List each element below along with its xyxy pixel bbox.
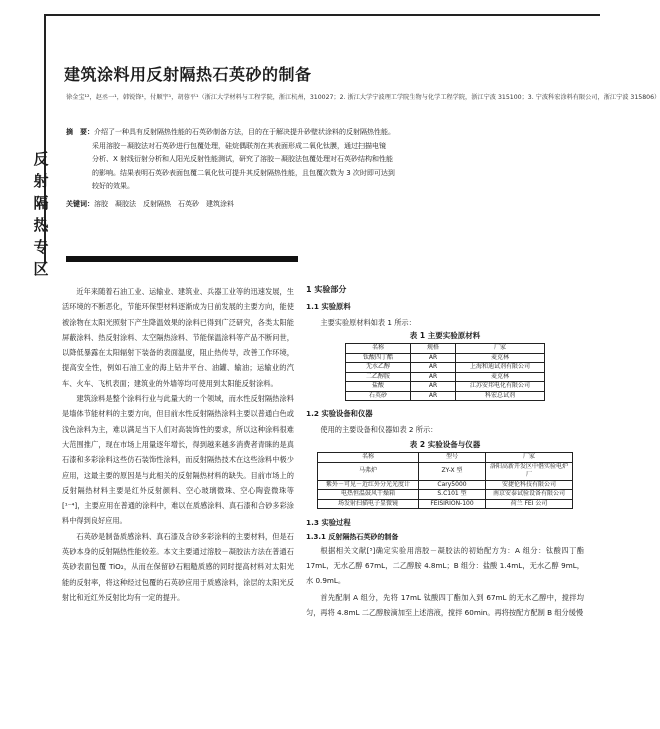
table-cell: Cary5000 xyxy=(419,480,486,490)
vertical-char: 专 xyxy=(33,238,49,256)
table-cell: 电热恒温鼓风干燥箱 xyxy=(318,490,419,500)
vertical-char: 反 xyxy=(33,150,49,168)
table-cell: 江苏安邦电化有限公司 xyxy=(456,382,545,392)
table-cell: AR xyxy=(411,391,456,401)
table-cell: 安捷伦科技有限公司 xyxy=(486,480,573,490)
author-affiliations: 徐金宝¹²，赵丞一¹，韩锐锋¹，付顺宇¹，胡蓉平¹（浙江大学材料与工程学院，浙江杭州，310027；2. 浙江大学宁波理工学院生物与化学工程学院，浙江宁波 315100；3. 宁波科宏涂料有限公司，浙江宁波 315806） xyxy=(66,94,660,101)
materials-table xyxy=(345,343,545,401)
vertical-char: 隔 xyxy=(33,194,49,212)
intro-paragraph-1: 近年来随着石油工业、运输业、建筑业、兵器工业等的迅速发展，生活环境的不断恶化，节能环保型材料逐渐成为日前发展的主要方向，能使被涂物在太阳光照射下产生降温效果的涂料已得到广泛研究，各类太阳能屏蔽涂料、热反射涂料、太空隔热涂料、节能保温涂料等产品不断问世，以降低暴露在太阳辐射下装备的表面温度，阻止热传导，改善工作环境，提高安全性，例如石油工业的海上钻井平台、油罐、输油；运输业的汽车、火车、飞机表面；建筑业的外墙等均可使用到太阳能反射涂料。 xyxy=(62,287,294,388)
vertical-char: 射 xyxy=(33,172,49,190)
abstract-line: 分析、X 射线衍射分析和人阳光反射性能测试，研究了溶胶－凝胶法包覆处理对石英砂结构和性能 xyxy=(92,155,394,164)
vertical-section-title xyxy=(30,148,52,280)
table-cell: 石英砂 xyxy=(346,391,411,401)
section-divider-bar xyxy=(66,256,298,262)
table-cell: ZY-X 型 xyxy=(419,462,486,480)
table-header-cell: 名称 xyxy=(346,344,411,354)
table-cell: 上海和迪试剂有限公司 xyxy=(456,363,545,373)
table-header-cell: 厂家 xyxy=(486,453,573,463)
table-cell: FEISIRION-100 xyxy=(419,499,486,509)
table-header-cell: 规格 xyxy=(411,344,456,354)
table-cell: AR xyxy=(411,353,456,363)
process-paragraph-2: 首先配制 A 组分，先将 17mL 钛酸四丁酯加入到 67mL 的无水乙醇中，搅拌均匀，再将 4.8mL 二乙醇胺滴加至上述溶液，搅拌 60min。再将按配方配制 B 组分缓慢 xyxy=(306,593,584,617)
table-row xyxy=(318,462,573,480)
keywords-label: 关键词： xyxy=(66,200,94,208)
subsection-heading-equipment: 1.2 实验设备和仪器 xyxy=(306,409,373,418)
table-header-cell: 型号 xyxy=(419,453,486,463)
table-cell: AR xyxy=(411,382,456,392)
table-cell: 紫外－可见－近红外分光光度计 xyxy=(318,480,419,490)
table-cell: S.C101 型 xyxy=(419,490,486,500)
table2-caption: 表 2 实验设备与仪器 xyxy=(409,440,481,449)
intro-paragraph-2: 建筑涂料是整个涂料行业与此量大的一个领域，而水性反射隔热涂料是墙体节能材料的主要方向，但目前水性反射隔热涂料主要以普通白色或浅色涂料为主，难以满足当下人们对高装饰性的要求，所以这种涂料很难大范围推广，现在市场上用量逐年增长，得到越来越多消费者青睐的是真石漆和多彩涂料这些仿石装饰性涂料，而反射隔热技术在这些涂料中极少应用，这最主要的原因是与此相关的反射隔热材料的缺失。目前市场上的反射隔热材料主要是红外反射颜料、空心玻璃微珠、空心陶瓷微珠等[¹⁻⁴]，主要应用在普通的涂料中，难以在质感涂料、真石漆和合砂多彩涂料中得到良好应用。 xyxy=(62,394,294,526)
table-cell: 无水乙醇 xyxy=(346,363,411,373)
subsection-heading-process: 1.3 实验过程 xyxy=(306,518,351,527)
table-row xyxy=(346,363,545,373)
table-cell: AR xyxy=(411,372,456,382)
table-cell: 二乙醇胺 xyxy=(346,372,411,382)
table-cell: 南京安泰试验设备有限公司 xyxy=(486,490,573,500)
keywords xyxy=(66,199,566,209)
table-cell: 场发射扫描电子显微镜 xyxy=(318,499,419,509)
table-row xyxy=(346,391,545,401)
abstract-line: 的影响。结果表明石英砂表面包覆二氧化钛可提升其反射隔热性能，且包覆次数为 3 次时即可达到 xyxy=(92,168,395,177)
abstract xyxy=(66,126,548,194)
subsection-heading-materials: 1.1 实验原料 xyxy=(306,302,351,311)
table1-caption: 表 1 主要实验原材料 xyxy=(409,331,481,340)
equipment-intro: 使用的主要设备和仪器如表 2 所示： xyxy=(320,425,438,434)
table-header-cell: 厂家 xyxy=(456,344,545,354)
right-column xyxy=(306,284,584,620)
table-header-row xyxy=(318,453,573,463)
vertical-char: 热 xyxy=(33,216,49,234)
abstract-line: 较好的效果。 xyxy=(92,182,134,191)
abstract-label: 摘 要： xyxy=(66,128,94,136)
table-row xyxy=(346,372,545,382)
table-cell: 钛酸四丁酯 xyxy=(346,353,411,363)
process-paragraph-1: 根据相关文献[⁵]确定实验用溶胶－凝胶法的初始配方为：A 组分：钛酸四丁酯 17mL，无水乙醇 67mL，二乙醇胺 4.8mL；B 组分：盐酸 1.4mL，无水乙醇 9mL，水 0.9mL。 xyxy=(306,546,584,585)
table-cell: 科宏总试剂 xyxy=(456,391,545,401)
section-heading-experiment: 1 实验部分 xyxy=(306,285,347,294)
table-row xyxy=(346,353,545,363)
materials-intro: 主要实验原材料如表 1 所示： xyxy=(320,318,416,327)
equipment-table xyxy=(317,452,573,509)
subsubsection-heading-preparation: 1.3.1 反射隔热石英砂的制备 xyxy=(306,533,399,541)
table-cell: 马弗炉 xyxy=(318,462,419,480)
table-row xyxy=(346,382,545,392)
table-cell: 麦克林 xyxy=(456,372,545,382)
vertical-char: 区 xyxy=(33,260,49,278)
table-header-row xyxy=(346,344,545,354)
table-header-cell: 名称 xyxy=(318,453,419,463)
article-title: 建筑涂料用反射隔热石英砂的制备 xyxy=(64,65,312,84)
table-row xyxy=(318,490,573,500)
table-cell: 荷兰 FEI 公司 xyxy=(486,499,573,509)
abstract-line: 采用溶胶－凝胶法对石英砂进行包覆处理，硅烷偶联剂在其表面形成二氧化钛膜，通过扫描电镜 xyxy=(92,141,386,150)
keywords-text: 溶胶 凝胶法 反射隔热 石英砂 建筑涂料 xyxy=(94,200,234,208)
intro-paragraph-3: 石英砂是制备质感涂料、真石漆及含砂多彩涂料的主要材料，但是石英砂本身的反射隔热性能较差。本文主要通过溶胶－凝胶法方法在普通石英砂表面包覆 TiO₂，从而在保留砂石粗糙质感的同时提高材料对太阳光能的反射率，将这种经过包覆的石英砂应用于质感涂料，涂层的太阳光反射比和近红外反射比均有一定的提升。 xyxy=(62,531,294,602)
abstract-line: 介绍了一种具有反射隔热性能的石英砂制备方法，目的在于解决提升砂壁状涂料的反射隔热性能。 xyxy=(94,128,395,136)
table-row xyxy=(318,499,573,509)
page-frame-top xyxy=(44,14,600,16)
table-cell: 麦克林 xyxy=(456,353,545,363)
table-cell: AR xyxy=(411,363,456,373)
left-column xyxy=(62,284,294,605)
table-row xyxy=(318,480,573,490)
table-cell: 盐酸 xyxy=(346,382,411,392)
table-cell: 洛阳高新开发区中偕实验电炉厂 xyxy=(486,462,573,480)
